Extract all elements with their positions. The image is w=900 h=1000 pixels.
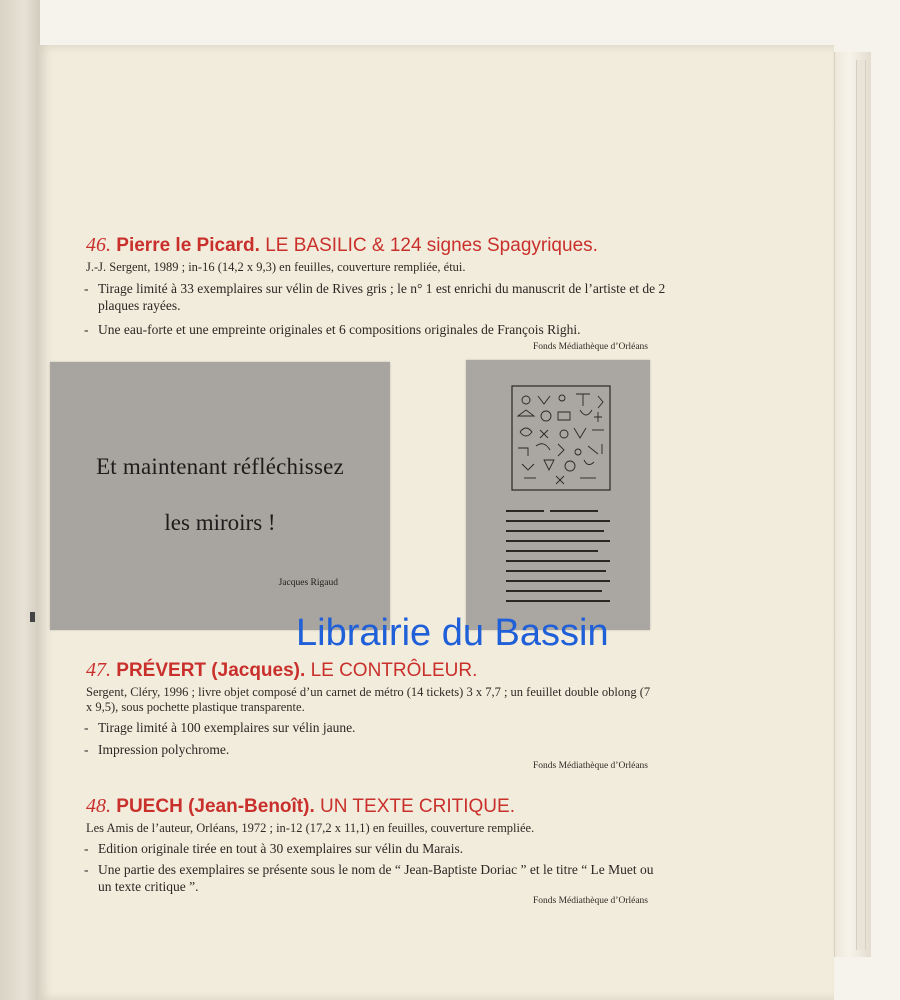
bullet-dash: - <box>84 742 89 757</box>
entry-46-meta: J.-J. Sergent, 1989 ; in-16 (14,2 x 9,3) en feuilles, couverture rempliée, étui. <box>86 260 466 274</box>
entry-number: 48. <box>86 795 111 817</box>
left-page-edge <box>0 0 40 1000</box>
quote-line-2: les miroirs ! <box>164 510 276 535</box>
bullet-text: Impression polychrome. <box>98 742 230 757</box>
entry-48-fonds: Fonds Médiathèque d’Orléans <box>532 896 648 906</box>
entry-48-bullet-1 <box>84 840 668 857</box>
spagyric-signs-page-image <box>466 360 650 630</box>
bullet-text: Tirage limité à 100 exemplaires sur vélin jaune. <box>98 720 356 735</box>
entry-47-bullet-2 <box>84 741 668 758</box>
cover-edge <box>856 60 866 950</box>
quote-card-image <box>50 362 390 630</box>
entry-47-heading <box>86 659 477 682</box>
entry-46-bullet-2 <box>84 321 668 338</box>
bullet-dash: - <box>84 841 89 856</box>
quote-signature: Jacques Rigaud <box>278 578 338 588</box>
entry-47-bullet-1 <box>84 719 668 736</box>
entry-title: LE BASILIC & 124 signes Spagyriques. <box>265 235 598 256</box>
bullet-dash: - <box>84 281 89 296</box>
entry-46-bullet-1 <box>84 280 668 314</box>
entry-author: PRÉVERT (Jacques). <box>116 660 306 681</box>
entry-47-meta: Sergent, Cléry, 1996 ; livre objet composé d’un carnet de métro (14 tickets) 3 x 7,7 ; un feuillet double oblong (7 x 9,5), sous pochette plastique transparente. <box>86 685 651 714</box>
entry-title: UN TEXTE CRITIQUE. <box>320 796 515 817</box>
entry-author: PUECH (Jean-Benoît). <box>116 796 315 817</box>
bullet-text: Tirage limité à 33 exemplaires sur vélin de Rives gris ; le n° 1 est enrichi du manuscrit de l’artiste et de 2 plaques rayées. <box>98 281 666 313</box>
entry-number: 46. <box>86 234 111 256</box>
entry-title: LE CONTRÔLEUR. <box>310 660 478 681</box>
bullet-text: Une partie des exemplaires se présente sous le nom de “ Jean-Baptiste Doriac ” et le titre “ Le Muet ou un texte critique ”. <box>98 862 654 894</box>
bullet-dash: - <box>84 862 89 877</box>
entry-48-heading <box>86 795 515 818</box>
bullet-text: Une eau-forte et une empreinte originales et 6 compositions originales de François Righi. <box>98 322 581 337</box>
entry-46-heading <box>86 234 598 257</box>
entry-48-bullet-2 <box>84 861 668 895</box>
watermark: Librairie du Bassin <box>296 612 609 654</box>
entry-47-fonds: Fonds Médiathèque d’Orléans <box>532 761 648 771</box>
entry-number: 47. <box>86 659 111 681</box>
bullet-text: Edition originale tirée en tout à 30 exemplaires sur vélin du Marais. <box>98 841 464 856</box>
signs-drawing <box>466 360 650 630</box>
bullet-dash: - <box>84 322 89 337</box>
bullet-dash: - <box>84 720 89 735</box>
margin-mark <box>30 612 35 622</box>
entry-46-fonds: Fonds Médiathèque d’Orléans <box>532 342 648 352</box>
entry-48-meta: Les Amis de l’auteur, Orléans, 1972 ; in-12 (17,2 x 11,1) en feuilles, couverture rempliée. <box>86 821 535 835</box>
quote-line-1: Et maintenant réfléchissez <box>96 454 344 479</box>
entry-author: Pierre le Picard. <box>116 235 260 256</box>
